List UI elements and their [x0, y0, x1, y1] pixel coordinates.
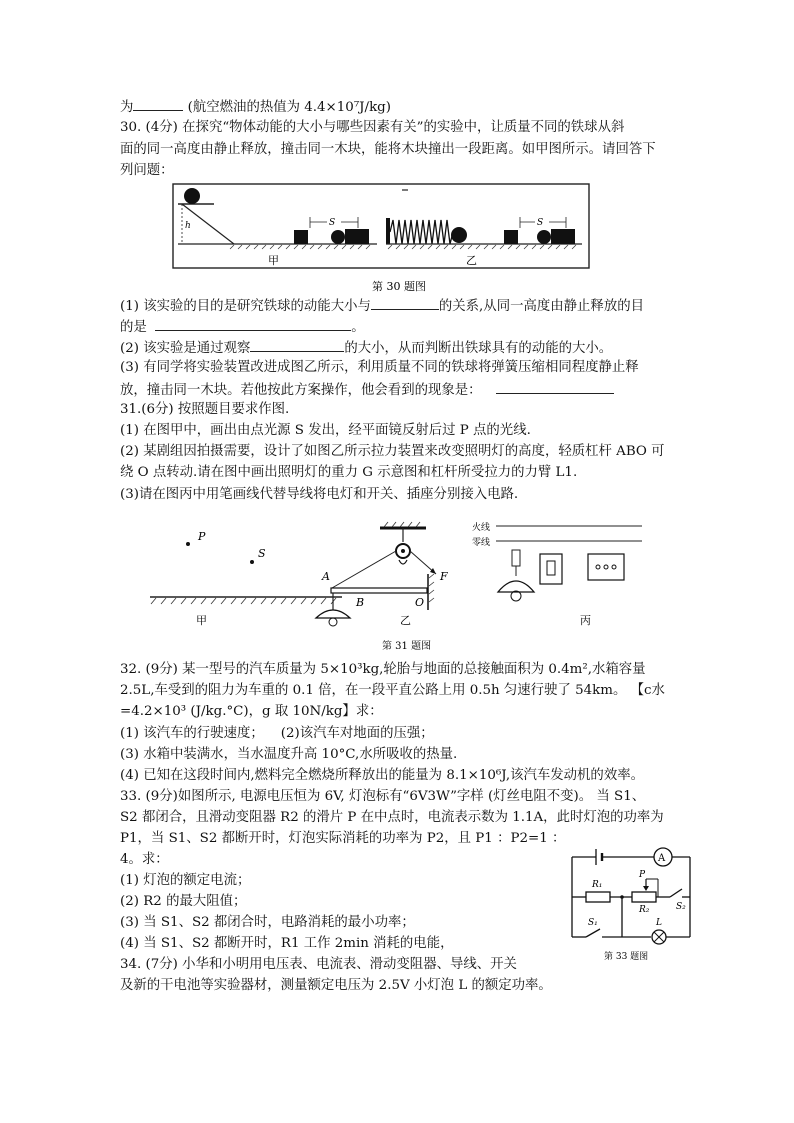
q31-2-line-2: 绕 O 点转动.请在图中画出照明灯的重力 G 示意图和杠杆所受拉力的力臂 L1. — [120, 465, 578, 480]
blank[interactable] — [371, 295, 439, 310]
svg-text:S₂: S₂ — [676, 902, 686, 912]
label-o: O — [415, 596, 425, 609]
blank[interactable] — [496, 379, 614, 394]
point-p: P — [198, 530, 206, 543]
svg-text:S₁: S₁ — [588, 918, 598, 928]
fig31-label-bing: 丙 — [580, 614, 591, 627]
label-b: B — [356, 596, 365, 609]
lamp — [316, 610, 350, 618]
height-label: h — [185, 221, 191, 231]
answer-line-29 — [120, 96, 391, 118]
switch-s1 — [586, 929, 600, 937]
q32-stem-2: 2.5L,车受到的阻力为车重的 0.1 倍，在一段平直公路上用 0.5h 匀速行驶了 54km。 【c水 — [120, 683, 665, 698]
point-s: S — [258, 547, 266, 560]
lever-abo — [331, 588, 427, 593]
figure-33 — [566, 845, 696, 965]
svg-text:R₂: R₂ — [639, 905, 650, 915]
fig30-caption: 第 30 题图 — [372, 280, 426, 293]
q31-2-line-1: (2) 某剧组因拍摄需要，设计了如图乙所示拉力装置来改变照明灯的高度，轻质杠杆 ABO 可 — [120, 444, 665, 459]
q32-sub-4: (4) 已知在这段时间内,燃料完全燃烧所释放出的能量为 8.1×10⁶J,该汽车发动机的效率。 — [120, 768, 644, 783]
q33-stem-2: S2 都闭合，且滑动变阻器 R2 的滑片 P 在中点时，电流表示数为 1.1A，此时灯泡的功率为 — [120, 810, 664, 825]
q30-stem-1: 30. (4分) 在探究“物体动能的大小与哪些因素有关”的实验中，让质量不同的铁球从斜 — [120, 120, 625, 135]
q32-stem-3: =4.2×10³ (J/kg.°C)，g 取 10N/kg】求： — [120, 704, 383, 719]
fig31-label-yi: 乙 — [400, 614, 411, 627]
q30-stem-3: 列问题： — [120, 163, 174, 178]
svg-text:P: P — [639, 870, 646, 880]
q32-sub-1-2: (1) 该汽车的行驶速度； (2)该汽车对地面的压强； — [120, 726, 434, 741]
q33-stem-1: 33. (9分)如图所示, 电源电压恒为 6V, 灯泡标有“6V3W”字样 (灯丝电阻不变)。 当 S1、 — [120, 789, 646, 804]
socket — [588, 554, 624, 580]
q30-1-line-2: 的是 。 — [120, 316, 365, 338]
switch-s2 — [670, 889, 682, 897]
q30-2-line: (2) 该实验是通过观察 的大小，从而判断出铁球具有的动能的大小。 — [120, 337, 612, 359]
svg-text:A: A — [658, 853, 666, 864]
q33-sub-3: (3) 当 S1、S2 都闭合时，电路消耗的最小功率； — [120, 915, 415, 930]
blank[interactable] — [155, 316, 351, 331]
q32-stem-1: 32. (9分) 某一型号的汽车质量为 5×10³kg,轮胎与地面的总接触面积为 0.4m²,水箱容量 — [120, 662, 646, 677]
fuel-heat-value: (航空燃油的热值为 4.4×10⁷J/kg) — [187, 100, 391, 115]
blank[interactable] — [133, 96, 183, 111]
label-f: F — [440, 570, 448, 583]
figure-31 — [120, 514, 680, 654]
q31-stem: 31.(6分) 按照题目要求作图. — [120, 402, 290, 417]
fig31-label-jia: 甲 — [196, 614, 207, 627]
fig33-caption: 第 33 题图 — [604, 952, 649, 962]
wood-block — [294, 230, 308, 244]
fig30-label-yi: 乙 — [466, 254, 477, 267]
q33-sub-4: (4) 当 S1、S2 都断开时，R1 工作 2min 消耗的电能， — [120, 936, 454, 951]
q34-line-1: 34. (7分) 小华和小明用电压表、电流表、滑动变阻器、导线、开关 — [120, 957, 517, 972]
svg-text:L: L — [656, 918, 662, 928]
q31-3: (3)请在图丙中用笔画线代替导线将电灯和开关、插座分别接入电路. — [120, 487, 519, 502]
q30-1-line-1: (1) 该实验的目的是研究铁球的动能大小与 的关系,从同一高度由静止释放的目 — [120, 295, 644, 317]
figure-30 — [172, 182, 592, 298]
distance-label: S — [329, 218, 336, 228]
q33-stem-4: 4。求： — [120, 852, 169, 867]
resistor-r1 — [586, 892, 610, 902]
text-wei: 为 — [120, 100, 134, 115]
q30-3-line-2: 放，撞击同一木块。若他按此方案操作，他会看到的现象是： — [120, 379, 614, 401]
fig31-caption: 第 31 题图 — [382, 641, 432, 652]
steel-ball — [184, 188, 200, 204]
q31-1: (1) 在图甲中，画出由点光源 S 发出，经平面镜反射后过 P 点的光线. — [120, 423, 531, 438]
label-a: A — [322, 570, 330, 583]
q33-sub-2: (2) R2 的最大阻值； — [120, 894, 247, 909]
svg-text:R₁: R₁ — [592, 880, 603, 890]
q32-sub-3: (3) 水箱中装满水，当水温度升高 10°C,水所吸收的热量. — [120, 747, 458, 762]
rheostat-r2 — [632, 892, 656, 902]
q33-sub-1: (1) 灯泡的额定电流； — [120, 873, 251, 888]
blank[interactable] — [250, 337, 344, 352]
svg-text:S: S — [537, 218, 544, 228]
q33-stem-3: P1，当 S1、S2 都断开时，灯泡实际消耗的功率为 P2，且 P1 ：P2=1 ： — [120, 831, 566, 846]
label-live: 火线 — [472, 523, 491, 533]
q30-3-line-1: (3) 有同学将实验装置改进成图乙所示，利用质量不同的铁球将弹簧压缩相同程度静止释 — [120, 360, 639, 375]
compressed-spring — [390, 220, 453, 244]
q34-line-2: 及新的干电池等实验器材，测量额定电压为 2.5V 小灯泡 L 的额定功率。 — [120, 978, 552, 993]
q30-stem-2: 面的同一高度由静止释放，撞击同一木块，能将木块撞出一段距离。如甲图所示。请回答下 — [120, 142, 656, 157]
fig30-label-jia: 甲 — [268, 254, 279, 267]
label-neutral: 零线 — [472, 538, 491, 548]
